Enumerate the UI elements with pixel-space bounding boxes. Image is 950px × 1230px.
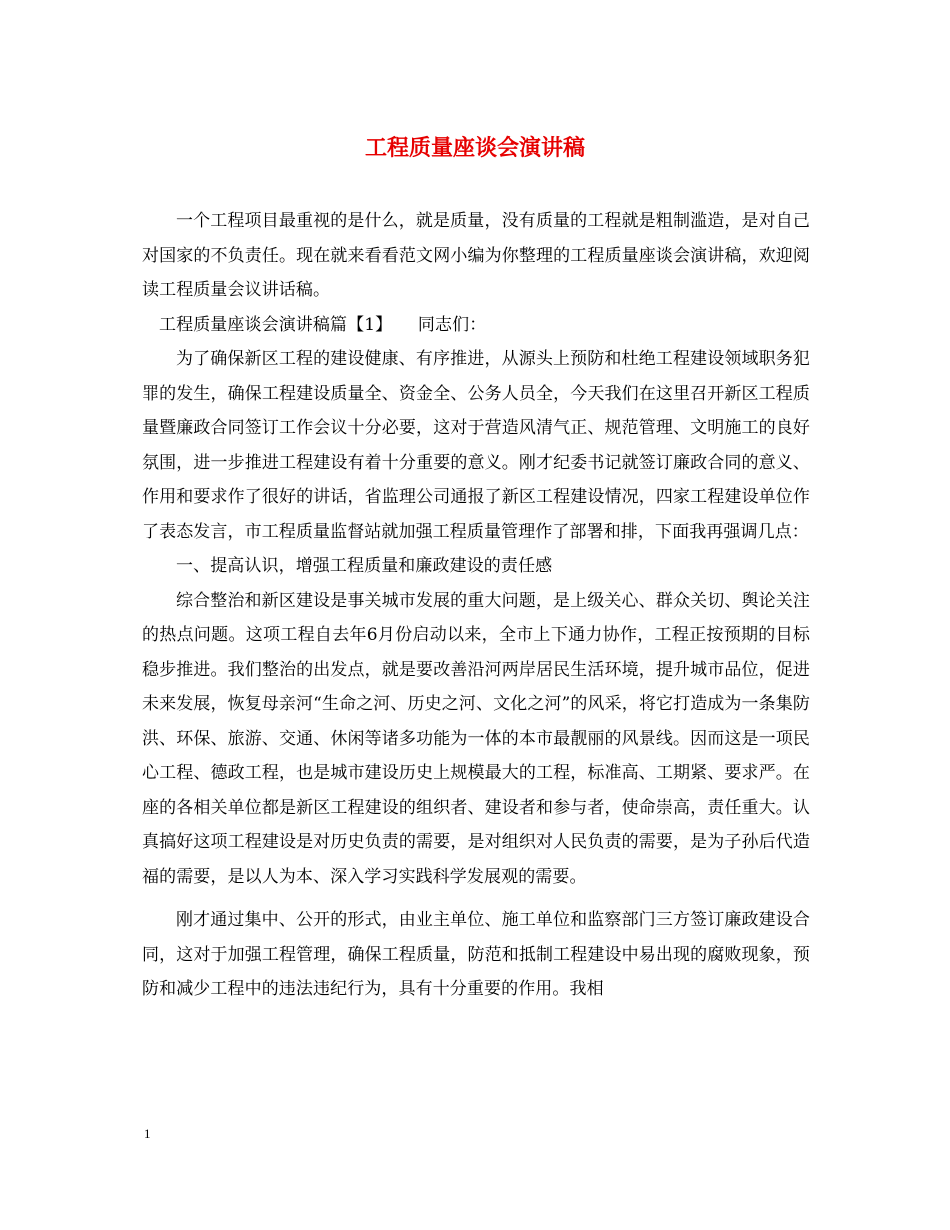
document-body [142,204,810,1007]
document-title: 工程质量座谈会演讲稿 [364,135,585,161]
section-heading-1: 一、提高认识，增强工程质量和廉政建设的责任感 [176,556,553,576]
section-heading-line: 工程质量座谈会演讲稿篇【1】 同志们： [159,314,487,335]
body-paragraph-1: 为了确保新区工程的建设健康、有序推进，从源头上预防和杜绝工程建设领域职务犯罪的发生，确保工程建设质量全、资金全、公务人员全，今天我们在这里召开新区工程质量暨廉政合同签订工作会议十分必要，这对于营造风清气正、规范管理、文明施工的良好氛围，进一步推进工程建设有着十分重要的意义。刚才纪委书记就签订廉政合同的意义、作用和要求作了很好的讲话，省监理公司通报了新区工程建设情况，四家工程建设单位作了表态发言，市工程质量监督站就加强工程质量管理作了部署和排，下面我再强调几点： [142,349,810,542]
body-paragraph-3: 刚才通过集中、公开的形式，由业主单位、施工单位和监察部门三方签订廉政建设合同，这对于加强工程管理，确保工程质量，防范和抵制工程建设中易出现的腐败现象，预防和减少工程中的违法违纪行为，具有十分重要的作用。我相 [142,910,810,999]
intro-paragraph: 一个工程项目最重视的是什么，就是质量，没有质量的工程就是粗制滥造，是对自己对国家的不负责任。现在就来看看范文网小编为你整理的工程质量座谈会演讲稿，欢迎阅读工程质量会议讲话稿。 [142,211,810,300]
body-paragraph-2: 综合整治和新区建设是事关城市发展的重大问题，是上级关心、群众关切、舆论关注的热点问题。这项工程自去年6月份启动以来，全市上下通力协作，工程正按预期的目标稳步推进。我们整治的出发点，就是要改善沿河两岸居民生活环境，提升城市品位，促进未来发展，恢复母亲河“生命之河、历史之河、文化之河”的风采，将它打造成为一条集防洪、环保、旅游、交通、休闲等诸多功能为一体的本市最靓丽的风景线。因而这是一项民心工程、德政工程，也是城市建设历史上规模最大的工程，标准高、工期紧、要求严。在座的各相关单位都是新区工程建设的组织者、建设者和参与者，使命崇高，责任重大。认真搞好这项工程建设是对历史负责的需要，是对组织对人民负责的需要，是为子孙后代造福的需要，是以人为本、深入学习实践科学发展观的需要。 [142,590,810,887]
page-number: 1 [144,1126,151,1141]
